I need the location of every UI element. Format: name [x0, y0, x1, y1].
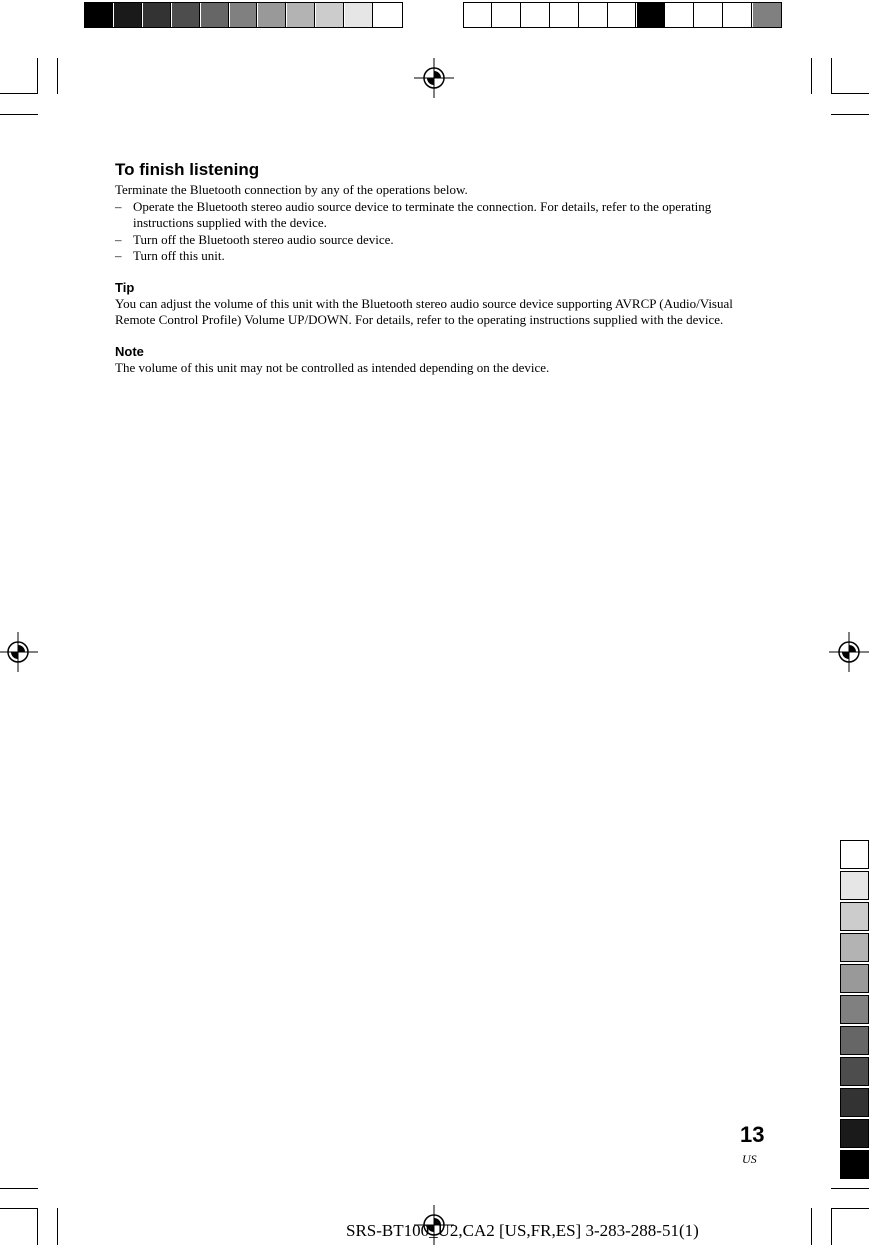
swatch	[840, 933, 869, 962]
swatch	[840, 840, 869, 869]
swatch	[551, 3, 579, 27]
swatch	[143, 3, 171, 27]
footer-model-code: SRS-BT100_U2,CA2 [US,FR,ES] 3-283-288-51(1)	[346, 1221, 699, 1240]
crop-mark	[831, 1208, 869, 1209]
list-dash: –	[115, 198, 122, 214]
crop-mark	[57, 58, 58, 94]
list-item	[115, 199, 755, 232]
crop-mark	[831, 1208, 832, 1245]
swatch	[374, 3, 402, 27]
region-code: US	[742, 1152, 757, 1166]
registration-mark-icon	[829, 632, 869, 672]
list-item	[115, 232, 755, 249]
swatch	[840, 1057, 869, 1086]
crop-mark	[811, 1208, 812, 1245]
crop-mark	[0, 1188, 38, 1189]
page-number: 13	[740, 1122, 765, 1147]
crop-mark	[831, 58, 832, 94]
list-dash: –	[115, 248, 122, 263]
color-bar-side	[840, 840, 869, 1181]
list-item-text: Turn off this unit.	[133, 248, 225, 263]
swatch	[172, 3, 200, 27]
swatch	[345, 3, 373, 27]
list-dash: –	[115, 231, 122, 247]
list-item	[115, 248, 755, 265]
swatch	[230, 3, 258, 27]
registration-mark-icon	[414, 58, 454, 98]
swatch	[840, 902, 869, 931]
swatch	[840, 1088, 869, 1117]
crop-mark	[811, 58, 812, 94]
swatch	[840, 1150, 869, 1179]
swatch	[85, 3, 113, 27]
section-intro: Terminate the Bluetooth connection by any of the operations below.	[115, 182, 468, 197]
crop-mark	[0, 93, 38, 94]
swatch	[840, 1119, 869, 1148]
swatch	[580, 3, 608, 27]
color-bar-top-right	[463, 2, 782, 28]
swatch	[840, 964, 869, 993]
swatch	[840, 1026, 869, 1055]
swatch	[201, 3, 229, 27]
swatch	[464, 3, 492, 27]
crop-mark	[37, 1208, 38, 1245]
swatch	[287, 3, 315, 27]
crop-mark	[57, 1208, 58, 1245]
swatch	[695, 3, 723, 27]
list-item-text: Operate the Bluetooth stereo audio source device to terminate the connection. For details, refer to the operating instructions supplied with the device.	[133, 198, 712, 230]
color-bar-top-left	[84, 2, 403, 28]
swatch	[258, 3, 286, 27]
crop-mark	[0, 114, 38, 115]
swatch	[114, 3, 142, 27]
swatch	[637, 3, 665, 27]
registration-mark-icon	[0, 632, 38, 672]
operations-list	[115, 199, 755, 265]
tip-heading: Tip	[115, 279, 135, 295]
swatch	[316, 3, 344, 27]
crop-mark	[0, 1208, 38, 1209]
crop-mark	[831, 114, 869, 115]
note-text: The volume of this unit may not be controlled as intended depending on the device.	[115, 359, 550, 375]
tip-text: You can adjust the volume of this unit with the Bluetooth stereo audio source device supporting AVRCP (Audio/Visual Remote Control Profile) Volume UP/DOWN. For details, refer to the operating instructions supplied with the device.	[115, 295, 733, 327]
list-item-text: Turn off the Bluetooth stereo audio source device.	[133, 231, 394, 247]
swatch	[724, 3, 752, 27]
swatch	[522, 3, 550, 27]
crop-mark	[831, 93, 869, 94]
section-heading: To finish listening	[115, 160, 260, 179]
swatch	[493, 3, 521, 27]
crop-mark	[831, 1188, 869, 1189]
crop-mark	[37, 58, 38, 94]
note-heading: Note	[115, 343, 144, 359]
swatch	[666, 3, 694, 27]
swatch	[753, 3, 781, 27]
page-content	[115, 160, 755, 376]
swatch	[609, 3, 637, 27]
swatch	[840, 995, 869, 1024]
swatch	[840, 871, 869, 900]
